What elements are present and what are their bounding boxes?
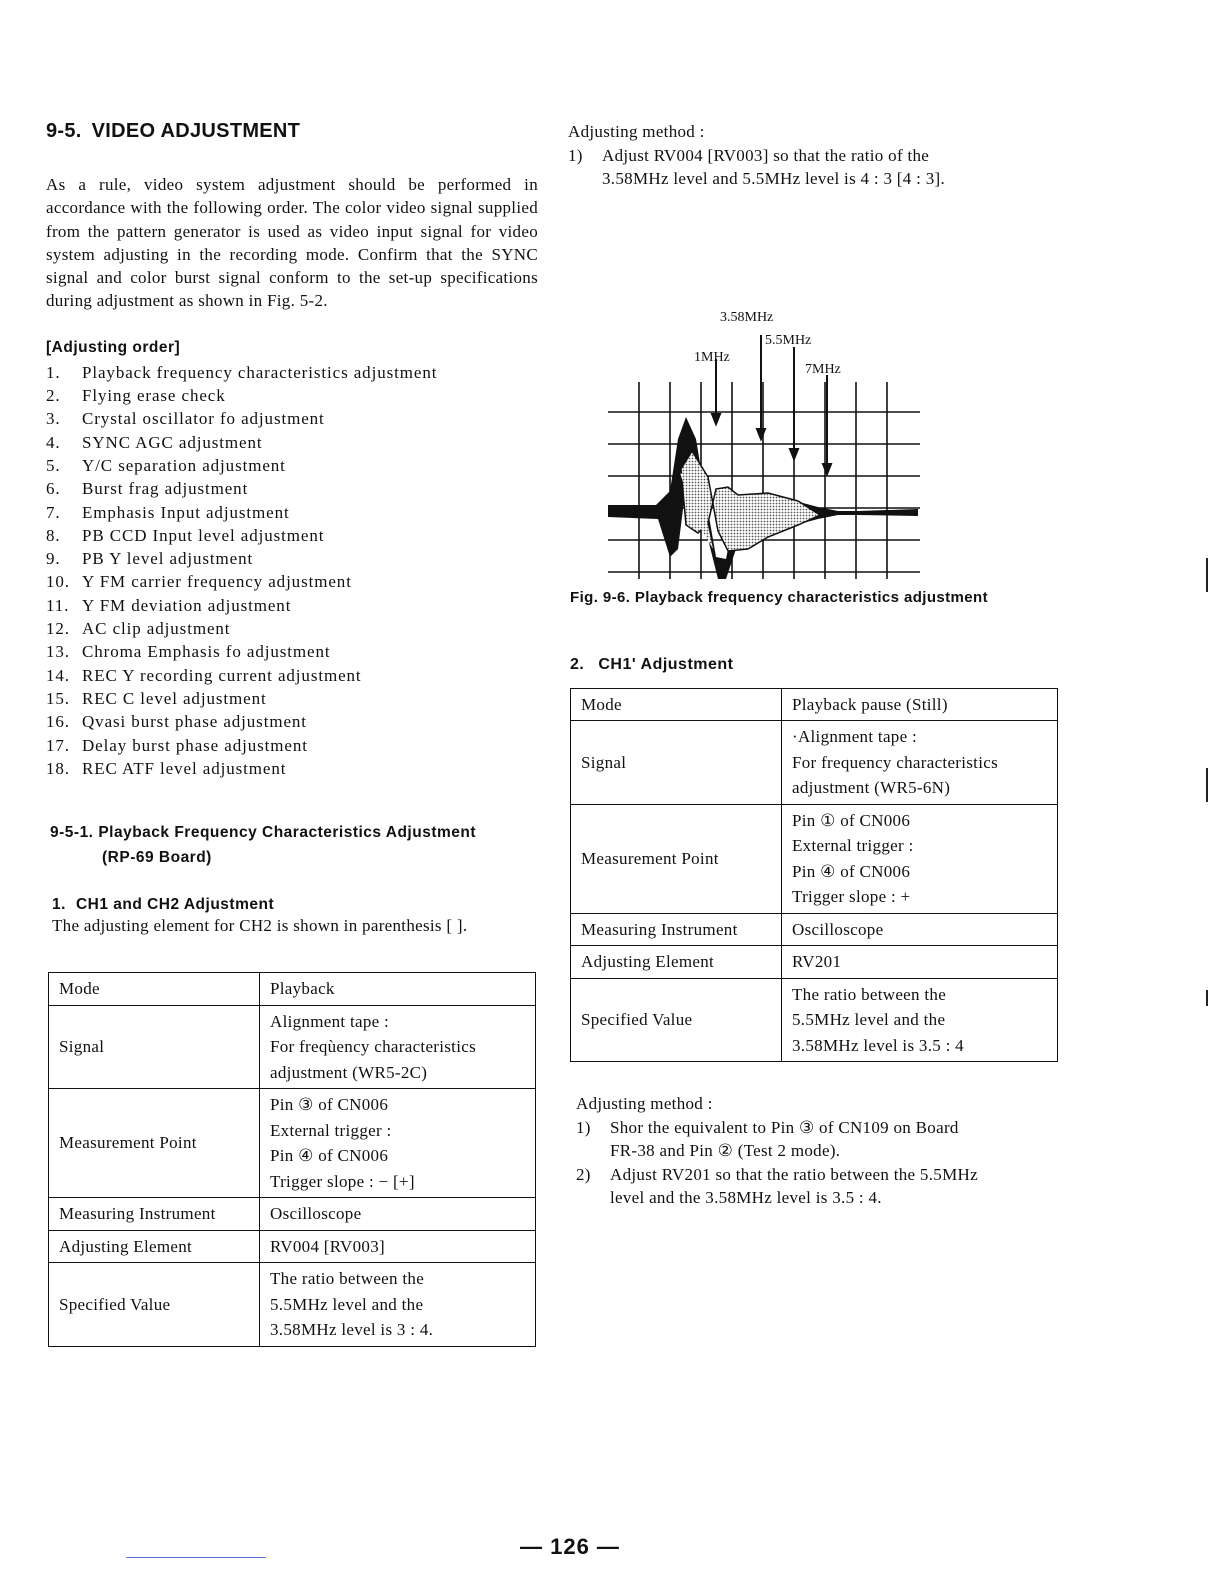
sv-line: 3.58MHz level is 3 : 4. [270,1320,434,1340]
measurement-point-label: Measurement Point [49,1089,260,1198]
figure-caption: Fig. 9-6. Playback frequency characteristics adjustment [570,588,988,606]
item-number: 9. [46,549,61,569]
label-5-5mhz: 5.5MHz [765,332,812,348]
signal-value [782,721,1058,805]
signal-line: adjustment (WR5-6N) [792,778,951,797]
list-item [46,617,538,640]
item-number: 3. [46,409,61,429]
intro-paragraph: As a rule, video system adjustment should be performed in accordance with the following order. The color video signal supplied from the pattern generator is used as video input signal for video system adjusting in the recording mode. Confirm that the SYNC signal and color burst signal conform to the set-up specifications during adjustment as shown in Fig. 5-2. [46,175,538,311]
ch1-prime-title: CH1' Adjustment [598,655,734,673]
item-number: 17. [46,735,70,755]
table-row [571,721,1058,805]
item-text: REC Y recording current adjustment [82,665,362,685]
item-text: Delay burst phase adjustment [82,735,308,755]
page-number: — 126 — [520,1534,620,1559]
step-text: level and the 3.58MHz level is 3.5 : 4. [610,1188,882,1207]
item-text: REC ATF level adjustment [82,758,287,778]
item-number: 5. [46,455,61,475]
table-row [571,804,1058,913]
subsection-board: (RP-69 Board) [102,849,212,867]
signal-line: ·Alignment tape : [792,727,918,746]
mode-label: Mode [571,688,782,721]
table-row [571,688,1058,721]
step-text: 3.58MHz level and 5.5MHz level is 4 : 3 [4 : 3]. [602,169,946,188]
sv-line: The ratio between the [792,984,947,1004]
instrument-label: Measuring Instrument [49,1198,260,1231]
item-number: 18. [46,758,70,778]
instrument-label: Measuring Instrument [571,913,782,946]
footer-rule [126,1557,266,1558]
mp-line: External trigger : [792,836,914,855]
ch1-ch2-heading [52,896,538,914]
item-text: AC clip adjustment [82,619,231,639]
mode-label: Mode [49,973,260,1006]
label-7mhz: 7MHz [805,361,841,377]
method-heading: Adjusting method : [576,1094,713,1113]
list-item [46,454,538,477]
table-row [571,913,1058,946]
table-row [571,978,1058,1062]
item-text: SYNC AGC adjustment [82,432,263,452]
list-item [46,570,538,593]
method-heading: Adjusting method : [568,122,705,141]
item-number: 8. [46,525,61,545]
scan-mark [1206,768,1208,802]
adjusting-method-2 [576,1092,1068,1210]
item-number: 13. [46,642,70,662]
method-step [568,144,1068,191]
table-row [49,1005,536,1089]
measurement-point-value [260,1089,536,1198]
measurement-point-label: Measurement Point [571,804,782,913]
item-number: 12. [46,619,70,639]
element-label: Adjusting Element [49,1230,260,1263]
scan-mark [1206,990,1208,1006]
signal-line: adjustment (WR5-2C) [270,1062,428,1082]
section-number: 9-5. [46,120,82,142]
signal-line: For frequency characteristics [792,752,998,772]
adjusting-order [46,339,538,780]
list-item [46,547,538,570]
mp-line: Trigger slope : − [+] [270,1171,415,1191]
list-item [46,640,538,663]
order-heading: [Adjusting order] [46,338,181,356]
element-value: RV004 [RV003] [260,1230,536,1263]
item-text: Chroma Emphasis fo adjustment [82,642,331,662]
subsection-heading [50,820,538,870]
item-text: PB Y level adjustment [82,549,254,569]
table-row [49,973,536,1006]
mp-line: Pin ④ of CN006 [270,1146,389,1166]
item-text: Burst frag adjustment [82,479,249,499]
subsection-951 [46,820,538,1347]
ch1-ch2-number: 1. [52,896,66,914]
item-text: Qvasi burst phase adjustment [82,712,307,732]
graticule [608,382,920,579]
step-number: 2) [576,1164,591,1184]
item-number: 4. [46,432,61,452]
step-text: FR-38 and Pin ② (Test 2 mode). [610,1141,841,1160]
instrument-value: Oscilloscope [782,913,1058,946]
list-item [46,407,538,430]
list-item [46,734,538,757]
subsection-number: 9-5-1. [50,824,94,842]
table-row [49,1263,536,1347]
measurement-point-value [782,804,1058,913]
item-number: 6. [46,479,61,499]
list-item [46,664,538,687]
specified-value-label: Specified Value [49,1263,260,1347]
item-number: 14. [46,665,70,685]
sv-line: 5.5MHz level and the [270,1294,424,1314]
item-text: Flying erase check [82,386,226,406]
label-3-58mhz: 3.58MHz [720,309,774,325]
mode-value: Playback [260,973,536,1006]
ch1-prime-number: 2. [570,655,585,673]
method-step [576,1116,1068,1163]
label-1mhz: 1MHz [694,349,730,365]
element-label: Adjusting Element [571,946,782,979]
table-row [49,1198,536,1231]
sv-line: 5.5MHz level and the [792,1010,946,1029]
ch1-ch2-title: CH1 and CH2 Adjustment [75,896,275,914]
item-text: PB CCD Input level adjustment [82,525,325,545]
instrument-value: Oscilloscope [260,1198,536,1231]
signal-line: Alignment tape : [270,1011,390,1031]
mode-value: Playback pause (Still) [782,688,1058,721]
specified-value-label: Specified Value [571,978,782,1062]
specified-value [260,1263,536,1347]
list-item [46,501,538,524]
mp-line: Trigger slope : + [792,887,911,906]
table-row [49,1089,536,1198]
item-number: 16. [46,712,70,732]
mp-line: Pin ① of CN006 [792,810,911,830]
sv-line: The ratio between the [270,1269,425,1289]
step-text: Adjust RV004 [RV003] so that the ratio of the [602,145,930,165]
signal-label: Signal [571,721,782,805]
method-step [576,1163,1068,1210]
list-item [46,687,538,710]
right-column [568,120,1068,1210]
oscilloscope-diagram [568,199,1068,579]
step-number: 1) [576,1117,591,1137]
order-list [46,361,538,780]
section-title: VIDEO ADJUSTMENT [91,120,301,142]
specified-value [782,978,1058,1062]
item-number: 1. [46,362,61,382]
item-text: Y FM carrier frequency adjustment [82,572,352,592]
section-heading [46,120,538,143]
item-text: Emphasis Input adjustment [82,502,290,522]
ch2-note: The adjusting element for CH2 is shown in parenthesis [ ]. [52,916,468,936]
list-item [46,477,538,500]
adjusting-method-1 [568,120,1068,191]
ch1-prime-spec-table [570,688,1058,1063]
mp-line: Pin ③ of CN006 [270,1095,389,1115]
list-item [46,384,538,407]
list-item [46,710,538,733]
element-value: RV201 [782,946,1058,979]
item-number: 15. [46,688,70,708]
item-text: Playback frequency characteristics adjustment [82,362,438,382]
signal-label: Signal [49,1005,260,1089]
subsection-title: Playback Frequency Characteristics Adjustment [98,824,477,842]
scan-mark [1206,558,1208,592]
mp-line: Pin ④ of CN006 [792,861,911,881]
table-row [49,1230,536,1263]
waveform-figure [568,199,1068,579]
step-number: 1) [568,145,583,165]
left-column [46,120,538,1347]
step-text: Shor the equivalent to Pin ③ of CN109 on Board [610,1117,959,1137]
frequency-markers [712,332,831,474]
list-item [46,594,538,617]
list-item [46,361,538,384]
step-text: Adjust RV201 so that the ratio between the 5.5MHz [610,1164,978,1184]
item-text: Y FM deviation adjustment [82,595,292,615]
item-number: 7. [46,502,61,522]
item-number: 11. [46,595,70,615]
signal-value [260,1005,536,1089]
item-number: 10. [46,572,70,592]
item-text: REC C level adjustment [82,688,267,708]
table-row [571,946,1058,979]
list-item [46,431,538,454]
mp-line: External trigger : [270,1120,392,1140]
item-number: 2. [46,386,61,406]
item-text: Y/C separation adjustment [82,455,286,475]
list-item [46,524,538,547]
ch1-ch2-spec-table [48,972,536,1347]
list-item [46,757,538,780]
ch1-prime-heading [570,656,1068,674]
sv-line: 3.58MHz level is 3.5 : 4 [792,1035,964,1055]
signal-line: For freqùency characteristics [270,1037,476,1057]
item-text: Crystal oscillator fo adjustment [82,409,325,429]
